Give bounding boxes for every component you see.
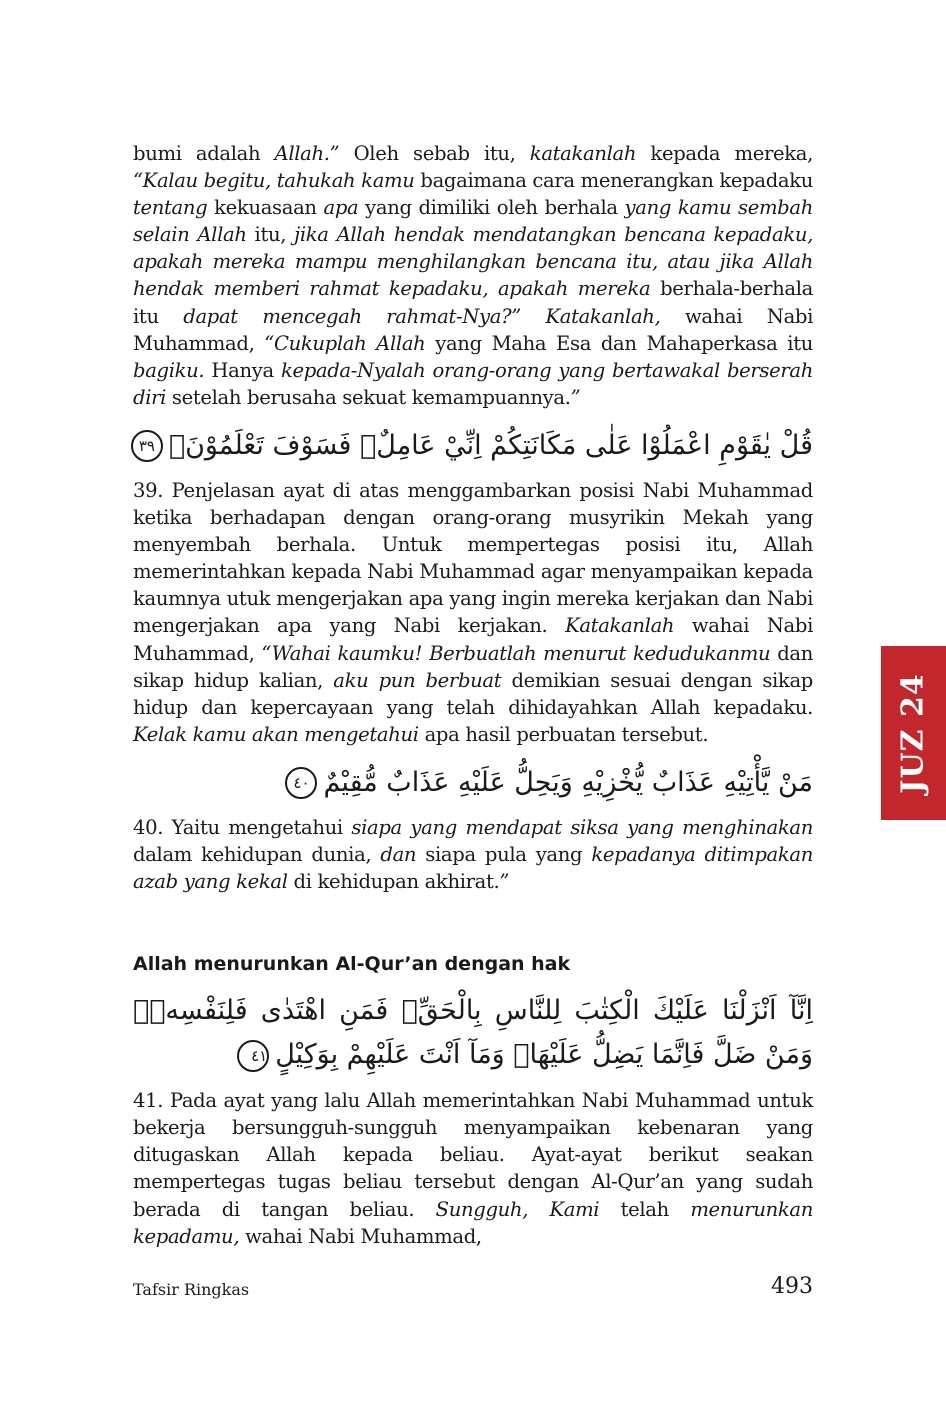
italic-run: “Kalau begitu, tahukah kamu	[133, 169, 415, 193]
verse-number-marker: ٣٩	[131, 430, 163, 462]
text-run: Oleh sebab itu,	[339, 142, 530, 165]
italic-run: aku pun berbuat	[333, 668, 502, 692]
juz-label: JUZ 24	[896, 672, 932, 794]
text-run: demikian sesuai dengan sikap hidup dan kepercayaan yang telah dihidayahkan Allah kepadaku.	[133, 668, 813, 719]
italic-run: bagiku.	[133, 358, 205, 382]
italic-run: “Wahai kaumku! Berbuatlah menurut kedudukanmu	[261, 641, 771, 665]
italic-run: Kelak kamu akan mengetahui	[133, 722, 419, 746]
italic-run: ”	[499, 870, 510, 894]
paragraph-39	[133, 477, 813, 748]
italic-run: “Cukuplah Allah	[264, 331, 426, 355]
text-run: apa hasil perbuatan tersebut.	[418, 722, 709, 746]
text-run: 39. Penjelasan ayat di atas menggambarkan posisi Nabi Muhammad ketika berhadapan dengan orang-orang musyrikin Mekah yang menyembah berhala. Untuk mempertegas posisi itu, Allah memerintahkan kepada Nabi Muhammad agar menyampaikan kepada kaumnya utuk mengerjakan apa yang ingin mereka kerjakan dan Nabi mengerjakan apa yang Nabi kerjakan.	[133, 478, 813, 638]
italic-run: yang kamu sembah selain Allah	[133, 196, 813, 247]
section-heading: Allah menurunkan Al-Qur’an dengan hak	[133, 953, 571, 976]
italic-run: dapat mencegah rahmat-Nya?” Katakanlah,	[183, 304, 661, 328]
text-run: wahai Nabi Muhammad,	[133, 304, 814, 355]
text-run: wahai Nabi Muhammad,	[133, 614, 813, 665]
arabic-text: اِنَّآ اَنْزَلْنَا عَلَيْكَ الْكِتٰبَ لِلنَّاسِ بِالْحَقِّۚ فَمَنِ اهْتَدٰى فَلِنَفْسِهٖۚ وَمَنْ ضَلَّ فَاِنَّمَا يَضِلُّ عَلَيْهَاۚ وَمَآ اَنْتَ عَلَيْهِمْ بِوَكِيْلٍ	[133, 995, 813, 1071]
verse-number-marker: ٤٠	[285, 767, 317, 799]
italic-run: jika Allah hendak mendatangkan bencana kepadaku, apakah mereka mampu menghilangkan bencana itu, atau jika Allah hendak memberi rahmat kepadaku, apakah mereka	[133, 223, 813, 301]
text-run: berhala-berhala itu	[133, 277, 813, 328]
text-run: 40. Yaitu mengetahui	[133, 815, 352, 839]
arabic-verse-39	[133, 425, 813, 467]
text-run: dalam kehidupan dunia,	[133, 842, 381, 866]
paragraph-continuation	[133, 140, 813, 411]
arabic-text: قُلْ يٰقَوْمِ اعْمَلُوْا عَلٰى مَكَانَتِكُمْ اِنِّيْ عَامِلٌۚ فَسَوْفَ تَعْلَمُوْنَۙ	[168, 429, 813, 461]
text-run: yang dimiliki oleh berhala	[358, 196, 625, 220]
text-run: wahai Nabi Muhammad,	[239, 1224, 482, 1248]
arabic-verse-40	[133, 762, 813, 804]
italic-run: kepadanya ditimpakan azab yang kekal	[133, 842, 813, 894]
italic-run: Sungguh, Kami	[435, 1197, 600, 1221]
italic-run: apa	[323, 196, 359, 220]
text-run: telah	[599, 1197, 691, 1221]
arabic-verse-41	[133, 989, 813, 1077]
italic-run: menurunkan kepadamu,	[133, 1197, 814, 1248]
italic-run: ”	[570, 385, 581, 409]
text-run: kekuasaan	[207, 196, 324, 220]
italic-run: tentang	[133, 196, 208, 220]
text-run: Hanya	[204, 358, 281, 382]
text-run: kepada mereka,	[636, 142, 813, 165]
italic-run: siapa yang mendapat siksa yang menghinakan	[351, 815, 813, 839]
juz-tab	[881, 646, 946, 820]
text-run: dan sikap hidup kalian,	[133, 641, 813, 692]
verse-number-marker: ٤١	[237, 1040, 269, 1072]
italic-run: dan	[380, 842, 417, 866]
paragraph-41	[133, 1087, 813, 1250]
page-number: 493	[771, 1274, 813, 1299]
italic-run: kepada-Nyalah orang-orang yang bertawakal berserah diri	[133, 358, 813, 409]
text-run: bumi adalah	[133, 142, 275, 165]
text-run: 41. Pada ayat yang lalu Allah memerintahkan Nabi Muhammad untuk bekerja bersungguh-sungguh menyampaikan kebenaran yang ditugaskan Allah kepada beliau. Ayat-ayat berikut seakan mempertegas tugas beliau tersebut dengan Al-Qur’an yang sudah berada di tangan beliau.	[133, 1089, 813, 1221]
italic-run: Allah.”	[274, 142, 340, 165]
arabic-text: مَنْ يَّأْتِيْهِ عَذَابٌ يُّخْزِيْهِ وَيَحِلُّ عَلَيْهِ عَذَابٌ مُّقِيْمٌ	[323, 766, 813, 798]
text-run: di kehidupan akhirat.	[287, 870, 500, 894]
paragraph-40	[133, 814, 813, 895]
page-content	[133, 140, 813, 1250]
text-run: siapa pula yang	[416, 842, 592, 866]
footer-book-title: Tafsir Ringkas	[133, 1280, 250, 1299]
italic-run: Katakanlah	[565, 614, 675, 638]
text-run: bagaimana cara menerangkan kepadaku	[414, 169, 814, 193]
text-run: itu,	[246, 223, 295, 247]
text-run: yang Maha Esa dan Mahaperkasa itu	[425, 331, 813, 355]
text-run: setelah berusaha sekuat kemampuannya.	[166, 385, 571, 409]
italic-run: katakanlah	[529, 142, 637, 165]
